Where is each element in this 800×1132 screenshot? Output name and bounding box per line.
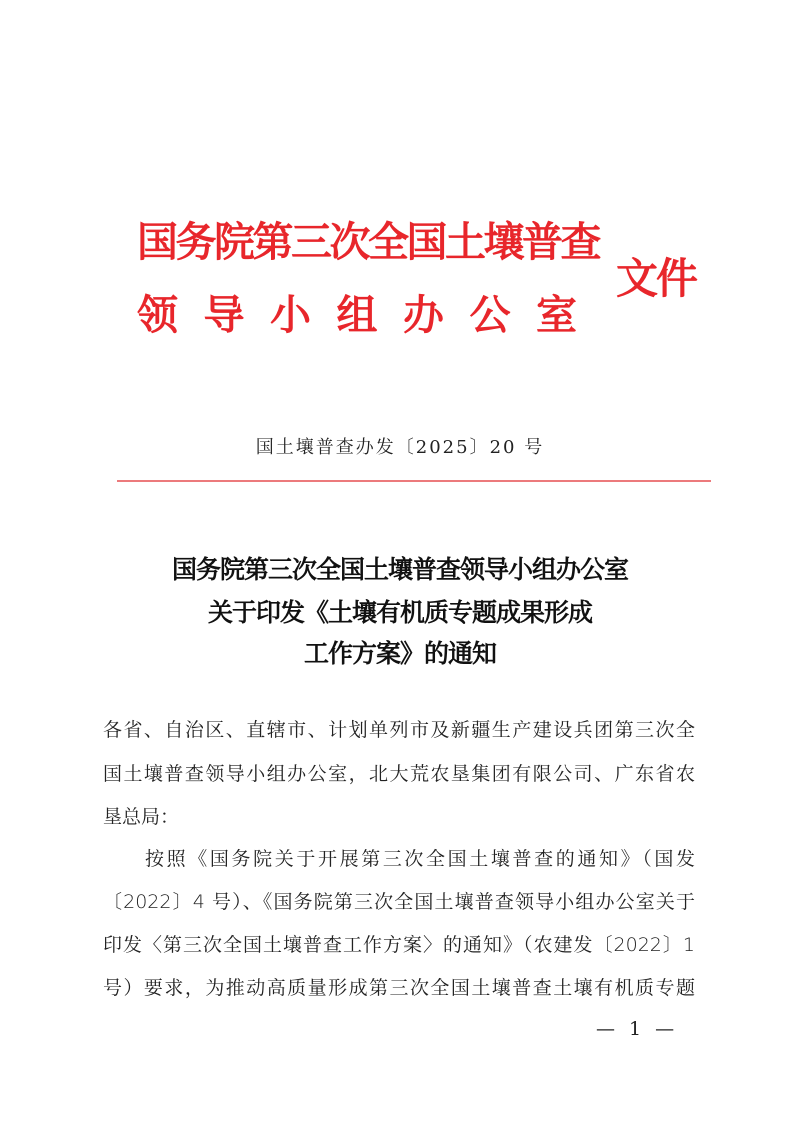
red-separator-line (117, 480, 711, 482)
issuer-name-line2 (137, 291, 577, 339)
issuer-char: 小 (270, 291, 311, 339)
issuer-char: 室 (536, 291, 577, 339)
title-line-1: 国务院第三次全国土壤普查领导小组办公室 (171, 555, 628, 584)
issuer-char: 公 (469, 291, 511, 339)
body-line-1: 按照《国务院关于开展第三次全国土壤普查的通知》（国发 (145, 848, 695, 870)
document-number: 国土壤普查办发〔2025〕20 号 (255, 437, 545, 458)
issuer-char: 领 (137, 291, 178, 339)
addressee-line-1: 各省、自治区、直辖市、计划单列市及新疆生产建设兵团第三次全 (103, 719, 695, 741)
issuer-name-line1: 国务院第三次全国土壤普查 (137, 218, 599, 266)
issuer-char: 办 (403, 291, 444, 339)
page-number: — 1 — (596, 1018, 679, 1040)
issuer-char: 导 (203, 291, 245, 339)
addressee-line-3: 垦总局： (103, 806, 180, 828)
body-line-3: 印发〈第三次全国土壤普查工作方案〉的通知》（农建发〔2022〕1 (103, 934, 695, 956)
issuer-char: 组 (336, 291, 378, 339)
body-line-2: 〔2022〕4 号）、《国务院第三次全国土壤普查领导小组办公室关于 (103, 891, 695, 913)
doc-type-label: 文件 (616, 254, 697, 303)
addressee-line-2: 国土壤普查领导小组办公室，北大荒农垦集团有限公司、广东省农 (103, 763, 695, 785)
title-line-3: 工作方案》的通知 (303, 639, 496, 668)
body-line-4: 号）要求，为推动高质量形成第三次全国土壤普查土壤有机质专题 (103, 977, 695, 999)
title-line-2: 关于印发《土壤有机质专题成果形成 (207, 598, 592, 627)
